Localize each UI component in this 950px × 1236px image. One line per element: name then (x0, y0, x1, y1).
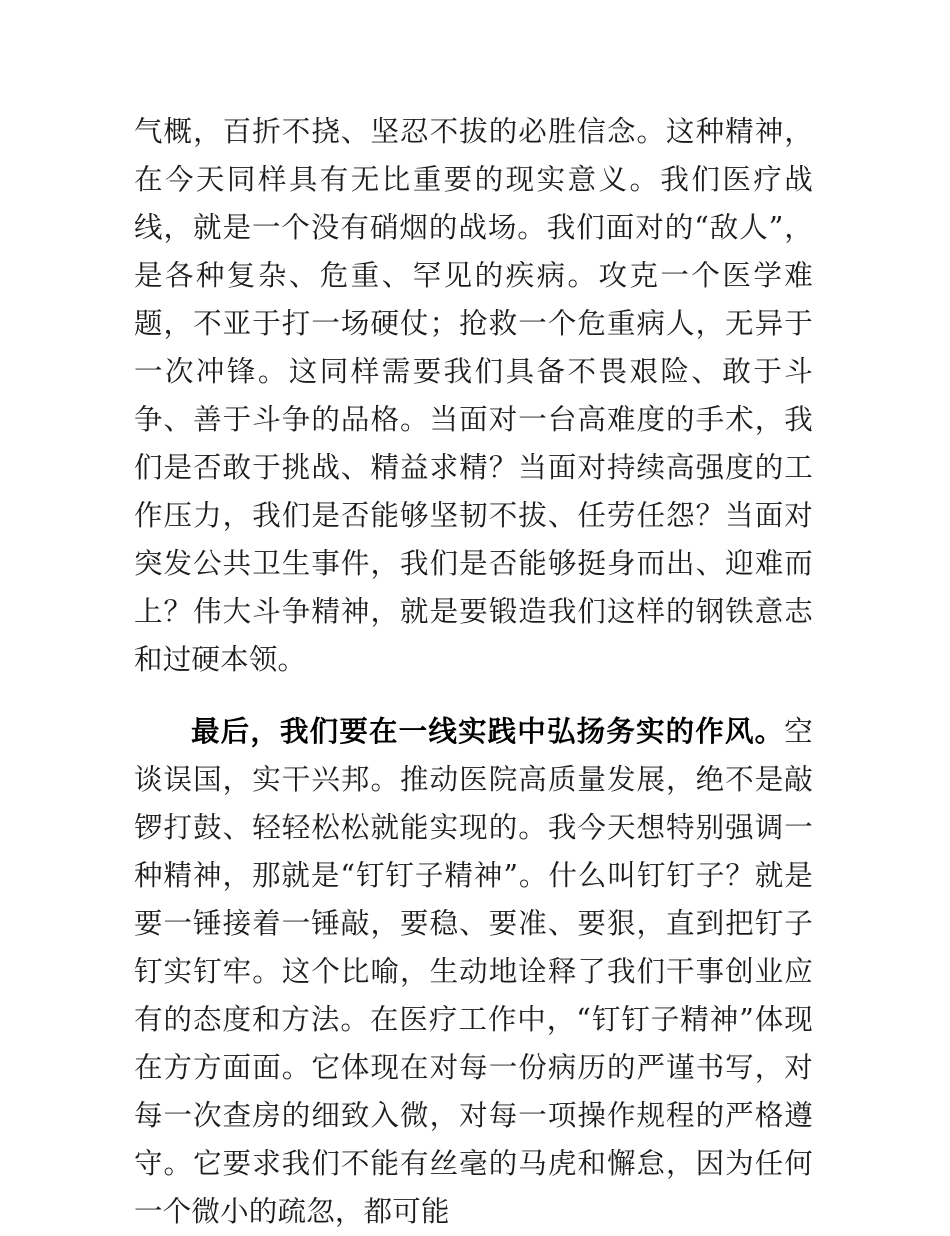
paragraph-2-body: 空谈误国，实干兴邦。推动医院高质量发展，绝不是敲锣打鼓、轻轻松松就能实现的。我今天想特别强调一种精神，那就是“钉钉子精神”。什么叫钉钉子？就是要一锤接着一锤敲，要稳、要准、要狠，直到把钉子钉实钉牢。这个比喻，生动地诠释了我们干事创业应有的态度和方法。在医疗工作中，“钉钉子精神”体现在方方面面。它体现在对每一份病历的严谨书写，对每一次查房的细致入微，对每一项操作规程的严格遵守。它要求我们不能有丝毫的马虎和懈怠，因为任何一个微小的疏忽，都可能 (134, 715, 813, 1228)
paragraph-2-lead-in: 最后，我们要在一线实践中弘扬务实的作风。 (191, 715, 785, 748)
body-paragraph-2 (134, 708, 813, 1236)
body-paragraph-1: 气概，百折不挠、坚忍不拔的必胜信念。这种精神，在今天同样具有无比重要的现实意义。我们医疗战线，就是一个没有硝烟的战场。我们面对的“敌人”，是各种复杂、危重、罕见的疾病。攻克一个医学难题，不亚于打一场硬仗；抢救一个危重病人，无异于一次冲锋。这同样需要我们具备不畏艰险、敢于斗争、善于斗争的品格。当面对一台高难度的手术，我们是否敢于挑战、精益求精？当面对持续高强度的工作压力，我们是否能够坚韧不拔、任劳任怨？当面对突发公共卫生事件，我们是否能够挺身而出、迎难而上？伟大斗争精神，就是要锻造我们这样的钢铁意志和过硬本领。 (134, 115, 813, 676)
document-text-column (134, 108, 813, 1236)
